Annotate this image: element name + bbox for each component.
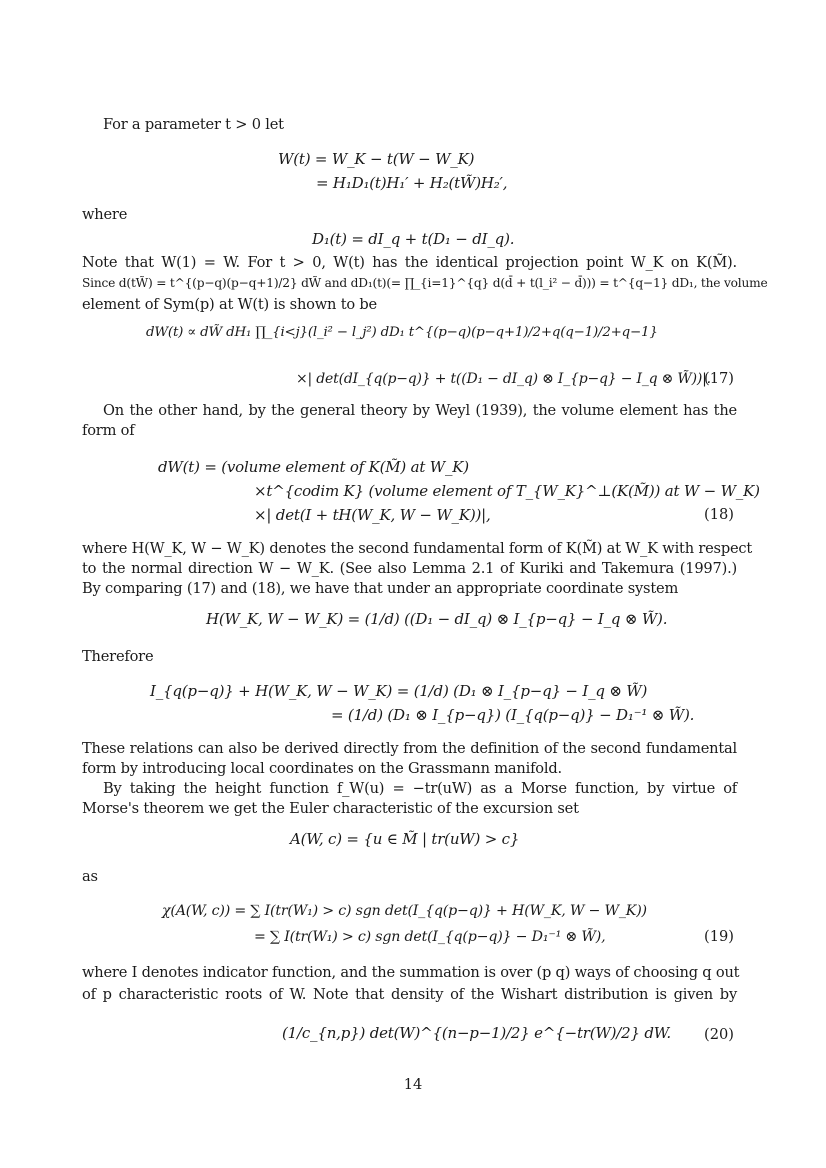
text-line: form of: [82, 422, 135, 439]
text-line: By taking the height function f_W(u) = −tr(uW) as a Morse function, by virtue of: [103, 780, 737, 797]
equation-line: I_{q(p−q)} + H(W_K, W − W_K) = (1/d) (D₁ ⊗ I_{p−q} − I_q ⊗ W̃): [150, 682, 648, 700]
equation-number: (19): [704, 928, 734, 945]
equation-number: (20): [704, 1026, 734, 1043]
text-line: Morse's theorem we get the Euler characteristic of the excursion set: [82, 800, 579, 817]
equation-line: = H₁D₁(t)H₁′ + H₂(tW̃)H₂′,: [316, 174, 508, 192]
equation-line: ×| det(I + tH(W_K, W − W_K))|,: [254, 506, 491, 524]
equation-line: dW(t) ∝ dW̃ dH₁ ∏_{i<j}(l_i² − l_j²) dD₁ t^{(p−q)(p−q+1)/2+q(q−1)/2+q−1}: [146, 325, 658, 340]
equation-line: dW(t) = (volume element of K(M̃) at W_K): [158, 458, 469, 476]
text-line: Note that W(1) = W. For t > 0, W(t) has the identical projection point W_K on K(M̃).: [82, 254, 737, 271]
equation-line: (1/c_{n,p}) det(W)^{(n−p−1)/2} e^{−tr(W)/2} dW.: [282, 1024, 671, 1042]
text-line: where I denotes indicator function, and the summation is over (p q) ways of choosing q out: [82, 964, 740, 981]
text-line: Since d(tW̃) = t^{(p−q)(p−q+1)/2} dW̃ and dD₁(t)(= ∏_{i=1}^{q} d(d̄ + t(l_i² − d̄))) = t^{q−1} dD₁, the volume: [82, 276, 768, 290]
text-line: Therefore: [82, 648, 154, 665]
text-line: By comparing (17) and (18), we have that under an appropriate coordinate system: [82, 580, 679, 597]
text-line: to the normal direction W − W_K. (See also Lemma 2.1 of Kuriki and Takemura (1997).): [82, 560, 737, 577]
text-line: On the other hand, by the general theory by Weyl (1939), the volume element has the: [103, 402, 737, 419]
equation-line: χ(A(W, c)) = ∑ I(tr(W₁) > c) sgn det(I_{q(p−q)} + H(W_K, W − W_K)): [162, 903, 647, 919]
text-line: element of Sym(p) at W(t) is shown to be: [82, 296, 377, 313]
equation-line: A(W, c) = {u ∈ M̃ | tr(uW) > c}: [290, 830, 520, 848]
equation-line: = (1/d) (D₁ ⊗ I_{p−q}) (I_{q(p−q)} − D₁⁻¹ ⊗ W̃).: [331, 706, 695, 724]
equation-line: = ∑ I(tr(W₁) > c) sgn det(I_{q(p−q)} − D₁⁻¹ ⊗ W̃),: [254, 929, 606, 945]
text-line: For a parameter t > 0 let: [103, 116, 284, 133]
text-line: where: [82, 206, 128, 223]
page-number: 14: [403, 1076, 423, 1093]
equation-line: D₁(t) = dI_q + t(D₁ − dI_q).: [312, 230, 515, 248]
text-line: form by introducing local coordinates on the Grassmann manifold.: [82, 760, 562, 777]
text-line: where H(W_K, W − W_K) denotes the second fundamental form of K(M̃) at W_K with respect: [82, 540, 753, 557]
equation-number: (17): [704, 370, 734, 387]
text-line: These relations can also be derived directly from the definition of the second fundamental: [82, 740, 737, 757]
equation-line: H(W_K, W − W_K) = (1/d) ((D₁ − dI_q) ⊗ I_{p−q} − I_q ⊗ W̃).: [206, 610, 668, 628]
equation-line: W(t) = W_K − t(W − W_K): [278, 150, 475, 168]
equation-number: (18): [704, 506, 734, 523]
equation-line: ×t^{codim K} (volume element of T_{W_K}^⊥(K(M̃)) at W − W_K): [254, 482, 760, 500]
text-line: as: [82, 868, 98, 885]
text-line: of p characteristic roots of W. Note that density of the Wishart distribution is given by: [82, 986, 737, 1003]
equation-line: ×| det(dI_{q(p−q)} + t((D₁ − dI_q) ⊗ I_{p−q} − I_q ⊗ W̃))|.: [296, 371, 711, 387]
